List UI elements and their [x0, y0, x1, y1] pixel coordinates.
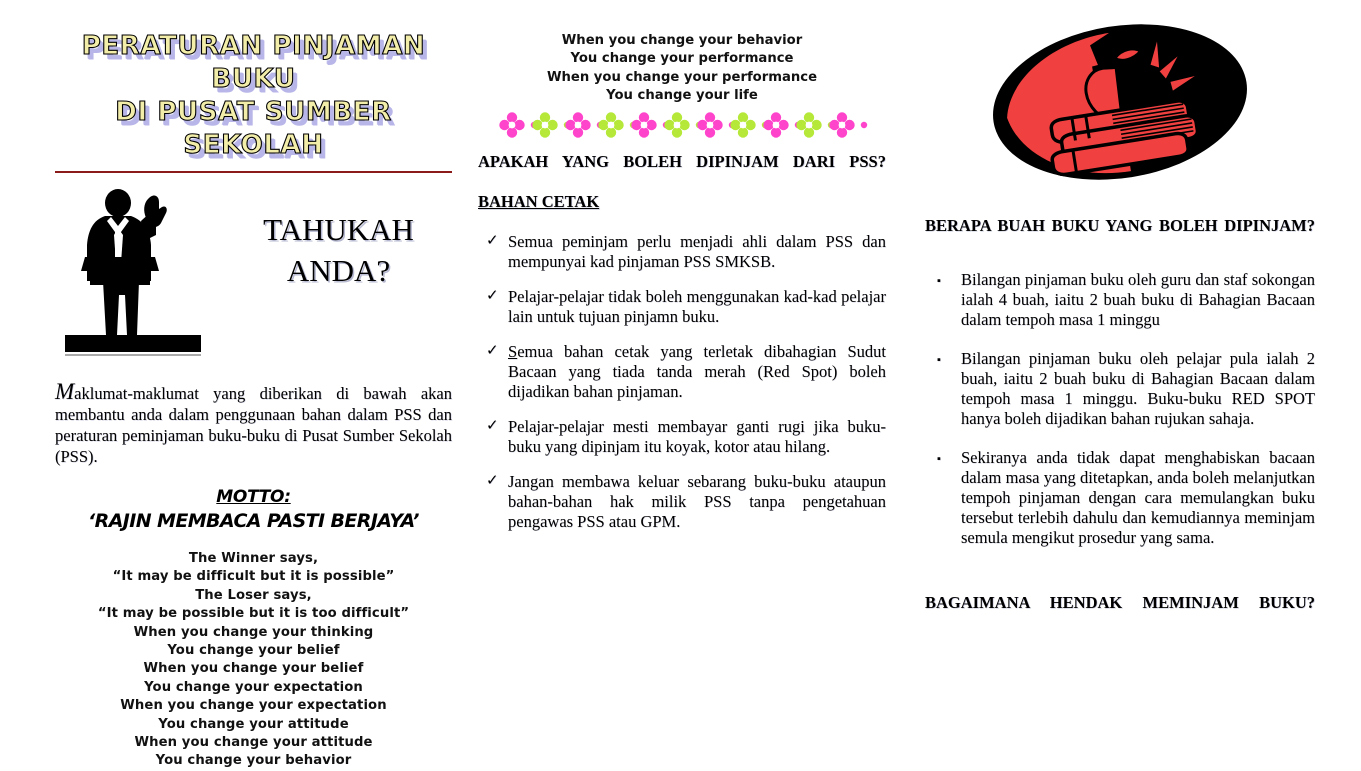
poem-line: You change your behavior: [155, 753, 352, 769]
hero-heading-line-1: TAHUKAH: [263, 212, 414, 247]
poem-line: You change your belief: [167, 643, 340, 659]
title-line-4: SEKOLAH: [183, 130, 324, 160]
list-item: [925, 448, 1315, 548]
list-item-text-prefix: S: [508, 341, 518, 361]
motto-label: MOTTO:: [216, 487, 291, 507]
check-icon: ✓: [486, 232, 499, 249]
list-item-text: Semua peminjam perlu menjadi ahli dalam PSS dan mempunyai kad pinjaman PSS SMKSB.: [508, 231, 886, 271]
title-line-1: PERATURAN PINJAMAN: [81, 31, 426, 61]
poem-line: “It may be possible but it is too difficult”: [97, 606, 410, 622]
left-column: [55, 0, 452, 770]
flower-chain-divider: [482, 112, 886, 138]
intro-body: aklumat-maklumat yang diberikan di bawah akan membantu anda dalam penggunaan bahan dalam PSS dan peraturan peminjaman buku-buku di Pusat Sumber Sekolah (PSS).: [55, 384, 452, 466]
poem-line: When you change your attitude: [134, 735, 373, 751]
intro-paragraph: [55, 379, 452, 467]
middle-bullet-list: [478, 232, 886, 532]
poem-line: You change your attitude: [158, 716, 349, 732]
middle-subheading: BAHAN CETAK: [478, 191, 600, 211]
right-column: [925, 0, 1315, 770]
title-line-2: BUKU: [211, 64, 296, 94]
list-item-text: Pelajar-pelajar mesti membayar ganti rugi jika buku-buku yang dipinjam itu koyak, kotor atau hilang.: [508, 416, 886, 456]
check-icon: ✓: [486, 287, 499, 304]
list-item: [478, 287, 886, 327]
motto-block: [55, 487, 452, 532]
poem-line: When you change your thinking: [133, 624, 374, 640]
right-bullet-list: [925, 270, 1315, 548]
motto-text: ‘RAJIN MEMBACA PASTI BERJAYA’: [88, 510, 419, 532]
poem-line: The Winner says,: [188, 551, 319, 566]
middle-heading-question: APAKAH YANG BOLEH DIPINJAM DARI PSS?: [478, 151, 886, 171]
poem-line: The Loser says,: [195, 587, 312, 603]
intro-dropcap: M: [55, 379, 75, 404]
hero-section: [55, 185, 452, 367]
right-heading-question: BERAPA BUAH BUKU YANG BOLEH DIPINJAM?: [925, 216, 1315, 235]
list-item-text: Pelajar-pelajar tidak boleh menggunakan kad-kad pelajar lain untuk tujuan pinjamn buku.: [508, 286, 886, 326]
list-item: [478, 417, 886, 457]
poem-line: When you change your behavior: [561, 33, 803, 48]
poem-line: When you change your belief: [143, 661, 364, 677]
middle-subheading-wrap: [478, 192, 886, 212]
list-item: [925, 270, 1315, 330]
square-bullet-icon: ▪: [937, 275, 941, 287]
brochure-title: [55, 30, 452, 162]
list-item-text: emua bahan cetak yang terletak dibahagian Sudut Bacaan yang tiada tanda merah (Red Spot) boleh dijadikan bahan pinjaman.: [508, 341, 886, 401]
middle-column: [478, 0, 886, 770]
square-bullet-icon: ▪: [937, 453, 941, 465]
check-icon: ✓: [486, 472, 499, 489]
right-heading-question-2: BAGAIMANA HENDAK MEMINJAM BUKU?: [925, 593, 1315, 612]
list-item-text: Bilangan pinjaman buku oleh guru dan staf sokongan ialah 4 buah, iaitu 2 buah buku di Bahagian Bacaan dalam tempoh masa 1 minggu: [961, 270, 1315, 329]
list-item: [925, 349, 1315, 429]
square-bullet-icon: ▪: [937, 354, 941, 366]
poem-line: You change your performance: [570, 51, 794, 67]
poem-line: You change your life: [606, 88, 758, 104]
poem-line: You change your expectation: [144, 679, 363, 695]
list-item-text: Sekiranya anda tidak dapat menghabiskan bacaan dalam masa yang ditetapkan, anda boleh melanjutkan tempoh pinjaman dengan cara memulangkan buku tersebut terlebih dahulu dan kemudiannya meminjam semula mengikut prosedur yang sama.: [961, 448, 1315, 547]
list-item-text: Jangan membawa keluar sebarang buku-buku ataupun bahan-bahan hak milik PSS tanpa pengetahuan pengawas PSS atau GPM.: [508, 471, 886, 531]
man-at-podium-silhouette-icon: [63, 185, 213, 360]
check-icon: ✓: [486, 417, 499, 434]
title-line-3: DI PUSAT SUMBER: [115, 97, 392, 127]
hero-heading: [231, 209, 446, 291]
list-item: [478, 232, 886, 272]
motivational-poem: [55, 550, 452, 771]
poem-continuation: [478, 32, 886, 106]
list-item-text: Bilangan pinjaman buku oleh pelajar pula ialah 2 buah, iaitu 2 buah buku di Bahagian Bacaan dalam tempoh masa 1 minggu. Buku-buku RED SPOT hanya boleh dijadikan bahan rujukan sahaja.: [961, 349, 1315, 428]
hero-heading-line-2: ANDA?: [286, 253, 391, 288]
title-divider-rule: [55, 171, 452, 173]
list-item: [478, 472, 886, 532]
list-item: [478, 342, 886, 402]
poem-line: When you change your expectation: [120, 698, 387, 714]
poem-line: When you change your performance: [546, 69, 818, 85]
apple-on-books-oval-logo: [925, 22, 1315, 182]
poem-line: “It may be difficult but it is possible”: [112, 569, 395, 585]
check-icon: ✓: [486, 342, 499, 359]
